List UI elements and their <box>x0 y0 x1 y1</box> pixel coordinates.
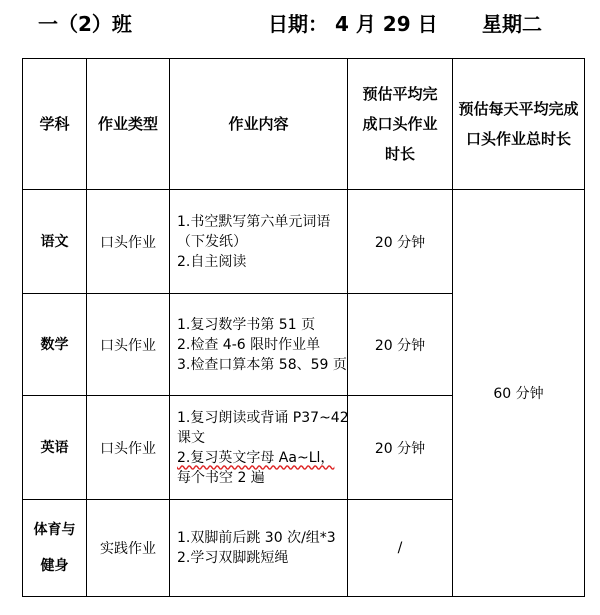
content-line: （下发纸） <box>177 233 247 250</box>
subject-cell <box>23 294 87 396</box>
column-header-line: 预估平均完 <box>362 85 438 103</box>
column-header-type: 作业类型 <box>87 59 170 190</box>
type-cell: 实践作业 <box>87 500 170 597</box>
content-line: 2.复习英文字母 Aa~Ll， <box>177 449 335 466</box>
content-line: 2.自主阅读 <box>177 253 247 270</box>
weekday-label: 星期二 <box>482 12 542 36</box>
minutes-cell: 20 分钟 <box>348 190 453 294</box>
content-cell <box>170 294 348 396</box>
content-line: 每个书空 2 遍 <box>177 469 265 486</box>
minutes-cell: / <box>348 500 453 597</box>
subject-line: 体育与 <box>33 522 76 538</box>
type-cell: 口头作业 <box>87 190 170 294</box>
homework-table <box>22 58 585 597</box>
subject-cell <box>23 500 87 597</box>
class-label: 一（2）班 <box>38 12 132 36</box>
type-cell: 口头作业 <box>87 294 170 396</box>
column-header-line: 预估每天平均完成 <box>458 100 579 118</box>
subject-line: 语文 <box>40 233 69 250</box>
content-line: 2.学习双脚跳短绳 <box>177 550 289 566</box>
subject-cell <box>23 190 87 294</box>
table-row <box>23 190 585 294</box>
subject-line: 数学 <box>40 336 69 353</box>
column-header-subject: 学科 <box>23 59 87 190</box>
page-header <box>0 0 600 52</box>
content-line: 3.检查口算本第 58、59 页 <box>177 356 347 373</box>
total-minutes-cell: 60 分钟 <box>453 190 585 597</box>
table-header-row <box>23 59 585 190</box>
column-header-daily-total <box>453 59 585 190</box>
date-label: 日期： 4 月 29 日 <box>268 12 438 36</box>
column-header-avg-duration <box>348 59 453 190</box>
minutes-cell: 20 分钟 <box>348 396 453 500</box>
content-line: 2.检查 4-6 限时作业单 <box>177 336 321 353</box>
minutes-cell: 20 分钟 <box>348 294 453 396</box>
content-line: 1.复习数学书第 51 页 <box>177 316 316 333</box>
column-header-line: 时长 <box>384 145 415 163</box>
subject-line: 健身 <box>40 558 69 574</box>
content-cell <box>170 190 348 294</box>
column-header-content: 作业内容 <box>170 59 348 190</box>
type-cell: 口头作业 <box>87 396 170 500</box>
content-line: 1.书空默写第六单元词语 <box>177 213 331 230</box>
content-line: 1.双脚前后跳 30 次/组*3 <box>177 530 336 546</box>
column-header-line: 成口头作业 <box>362 115 438 133</box>
content-cell <box>170 500 348 597</box>
subject-cell <box>23 396 87 500</box>
content-line: 课文 <box>177 429 205 446</box>
column-header-line: 口头作业总时长 <box>465 130 571 148</box>
content-line: 1.复习朗读或背诵 P37~42 <box>177 409 349 426</box>
subject-line: 英语 <box>40 439 69 456</box>
content-cell <box>170 396 348 500</box>
